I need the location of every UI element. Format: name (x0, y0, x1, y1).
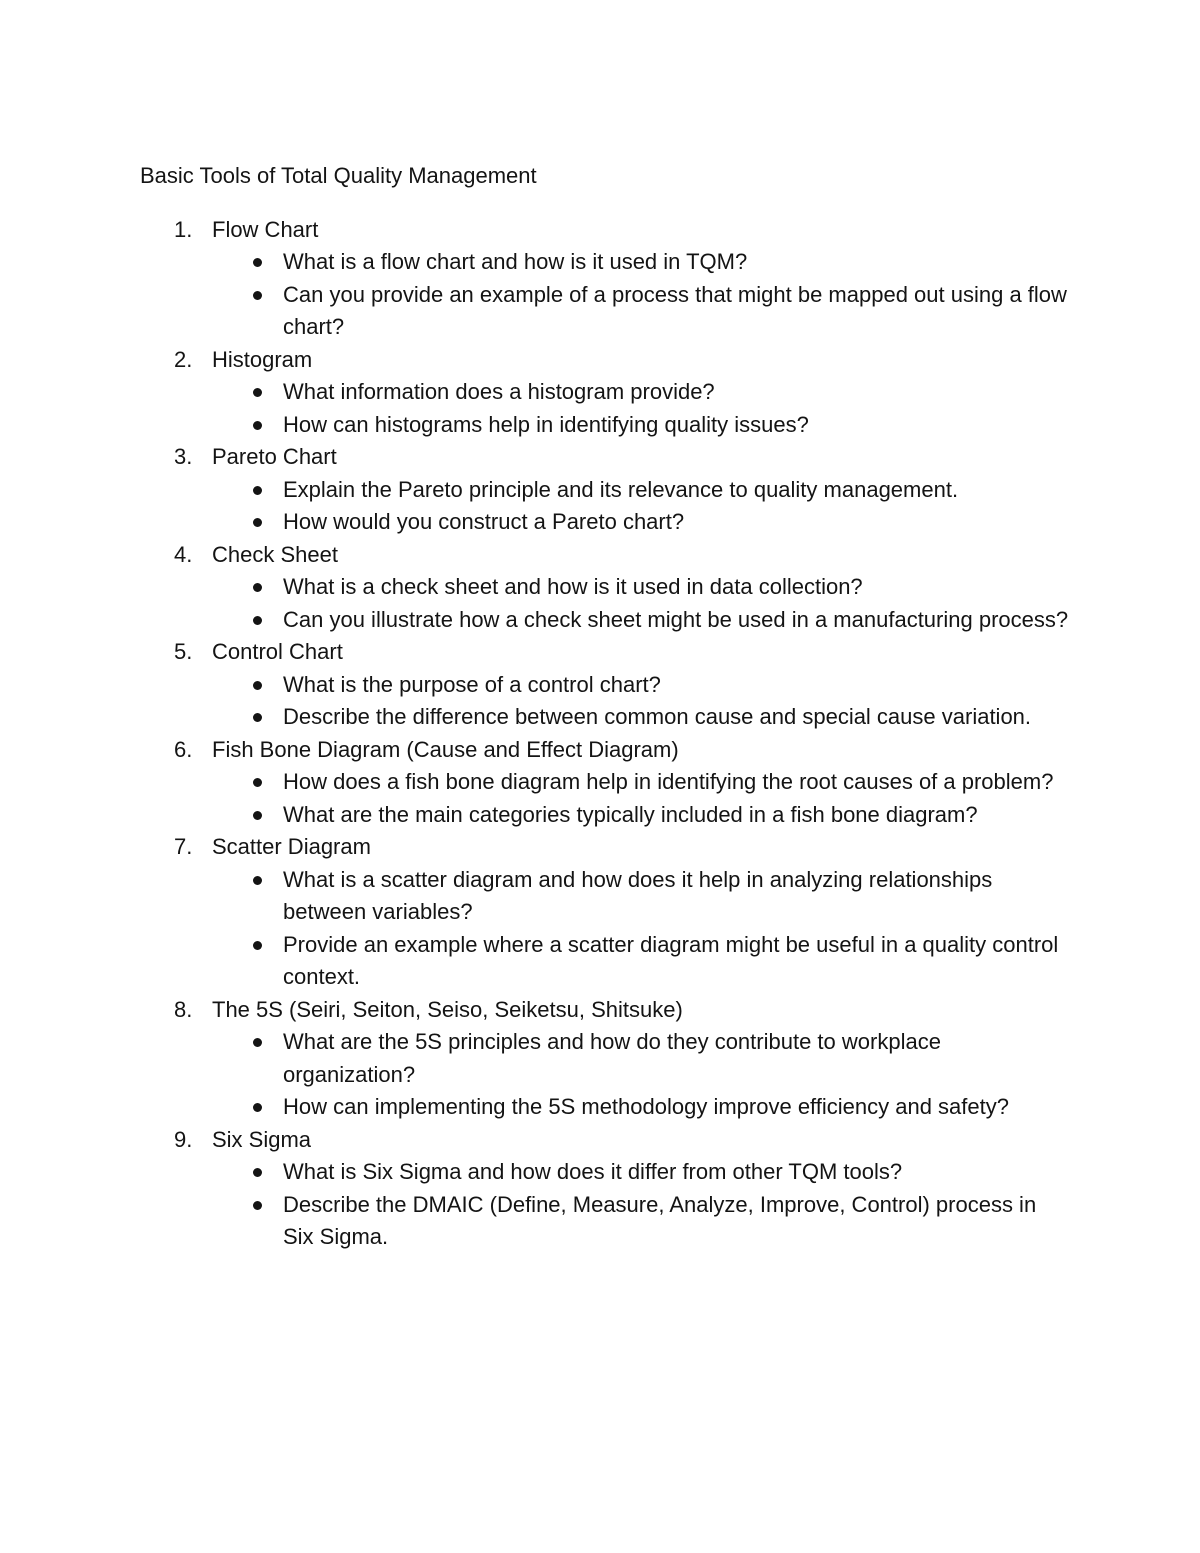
bullet-icon (253, 1168, 262, 1177)
topic-item (140, 636, 1070, 734)
question-list (212, 864, 1070, 994)
question-list (212, 669, 1070, 734)
topic-number: 9. (174, 1126, 193, 1152)
topic-number: 5. (174, 639, 193, 664)
bullet-icon (253, 778, 262, 787)
bullet-icon (253, 876, 262, 885)
topic-item (140, 734, 1070, 832)
question-item (212, 701, 1070, 734)
question-item (212, 246, 1070, 279)
topic-item (140, 1124, 1070, 1254)
question-item (212, 1189, 1070, 1254)
bullet-icon (253, 1103, 262, 1112)
question-list (212, 246, 1070, 344)
bullet-icon (253, 388, 262, 397)
topic-number: 4. (174, 541, 193, 567)
topic-name: Check Sheet (212, 541, 338, 567)
question-text: What is the purpose of a control chart? (283, 671, 661, 697)
topic-item (140, 344, 1070, 442)
bullet-icon (253, 291, 262, 300)
bullet-icon (253, 811, 262, 820)
question-item (212, 474, 1070, 507)
question-text: Explain the Pareto principle and its relevance to quality management. (283, 476, 959, 502)
question-text: What is Six Sigma and how does it differ from other TQM tools? (283, 1159, 903, 1184)
question-list (212, 571, 1070, 636)
topic-name: Control Chart (212, 639, 343, 664)
bullet-icon (253, 421, 262, 430)
question-list (212, 376, 1070, 441)
question-item (212, 279, 1070, 344)
question-list (212, 1156, 1070, 1254)
question-text: Can you illustrate how a check sheet might be used in a manufacturing process? (283, 606, 1069, 632)
bullet-icon (253, 1201, 262, 1210)
topic-name: Histogram (212, 346, 313, 372)
question-item (212, 1026, 1070, 1091)
bullet-icon (253, 583, 262, 592)
question-text: What is a check sheet and how is it used in data collection? (283, 574, 863, 599)
topic-number: 1. (174, 216, 193, 242)
question-text: How can histograms help in identifying quality issues? (283, 411, 809, 437)
question-item (212, 409, 1070, 442)
question-item (212, 669, 1070, 702)
topic-item (140, 441, 1070, 539)
question-text: What are the main categories typically included in a fish bone diagram? (283, 801, 978, 827)
question-item (212, 604, 1070, 637)
question-item (212, 1156, 1070, 1189)
topic-item (140, 214, 1070, 344)
topic-item (140, 539, 1070, 637)
topic-number: 3. (174, 444, 193, 469)
question-text: What is a scatter diagram and how does it help in analyzing relationships between variables? (283, 866, 993, 924)
question-text: What are the 5S principles and how do they contribute to workplace organization? (283, 1029, 941, 1087)
topic-item (140, 831, 1070, 994)
topic-name: Six Sigma (212, 1126, 312, 1152)
bullet-icon (253, 1038, 262, 1047)
question-text: Describe the difference between common cause and special cause variation. (283, 704, 1032, 729)
bullet-icon (253, 518, 262, 527)
bullet-icon (253, 486, 262, 495)
bullet-icon (253, 941, 262, 950)
question-list (212, 1026, 1070, 1124)
question-item (212, 571, 1070, 604)
question-text: What information does a histogram provide? (283, 379, 715, 404)
bullet-icon (253, 713, 262, 722)
question-text: How would you construct a Pareto chart? (283, 509, 685, 534)
bullet-icon (253, 681, 262, 690)
document-body (140, 160, 1070, 1254)
topic-name: Pareto Chart (212, 444, 337, 469)
question-item (212, 799, 1070, 832)
question-text: How can implementing the 5S methodology improve efficiency and safety? (283, 1094, 1009, 1119)
question-text: How does a fish bone diagram help in identifying the root causes of a problem? (283, 769, 1054, 794)
topic-number: 8. (174, 996, 193, 1022)
question-list (212, 766, 1070, 831)
question-text: What is a flow chart and how is it used in TQM? (283, 249, 748, 274)
question-text: Can you provide an example of a process that might be mapped out using a flow chart? (283, 281, 1067, 339)
topic-number: 2. (174, 346, 193, 372)
question-item (212, 506, 1070, 539)
question-item (212, 864, 1070, 929)
topic-name: Scatter Diagram (212, 834, 371, 859)
question-item (212, 1091, 1070, 1124)
question-text: Describe the DMAIC (Define, Measure, Analyze, Improve, Control) process in Six Sigma. (283, 1191, 1037, 1249)
question-list (212, 474, 1070, 539)
topic-name: Flow Chart (212, 216, 319, 242)
document-title: Basic Tools of Total Quality Management (140, 163, 537, 188)
bullet-icon (253, 616, 262, 625)
topic-number: 7. (174, 834, 193, 859)
question-item (212, 929, 1070, 994)
topic-item (140, 994, 1070, 1124)
topic-number: 6. (174, 736, 193, 762)
question-item (212, 376, 1070, 409)
bullet-icon (253, 258, 262, 267)
topic-name: Fish Bone Diagram (Cause and Effect Diagram) (212, 736, 679, 762)
topic-name: The 5S (Seiri, Seiton, Seiso, Seiketsu, Shitsuke) (212, 996, 683, 1022)
question-item (212, 766, 1070, 799)
topic-list (140, 214, 1070, 1254)
question-text: Provide an example where a scatter diagram might be useful in a quality control context. (283, 931, 1059, 989)
